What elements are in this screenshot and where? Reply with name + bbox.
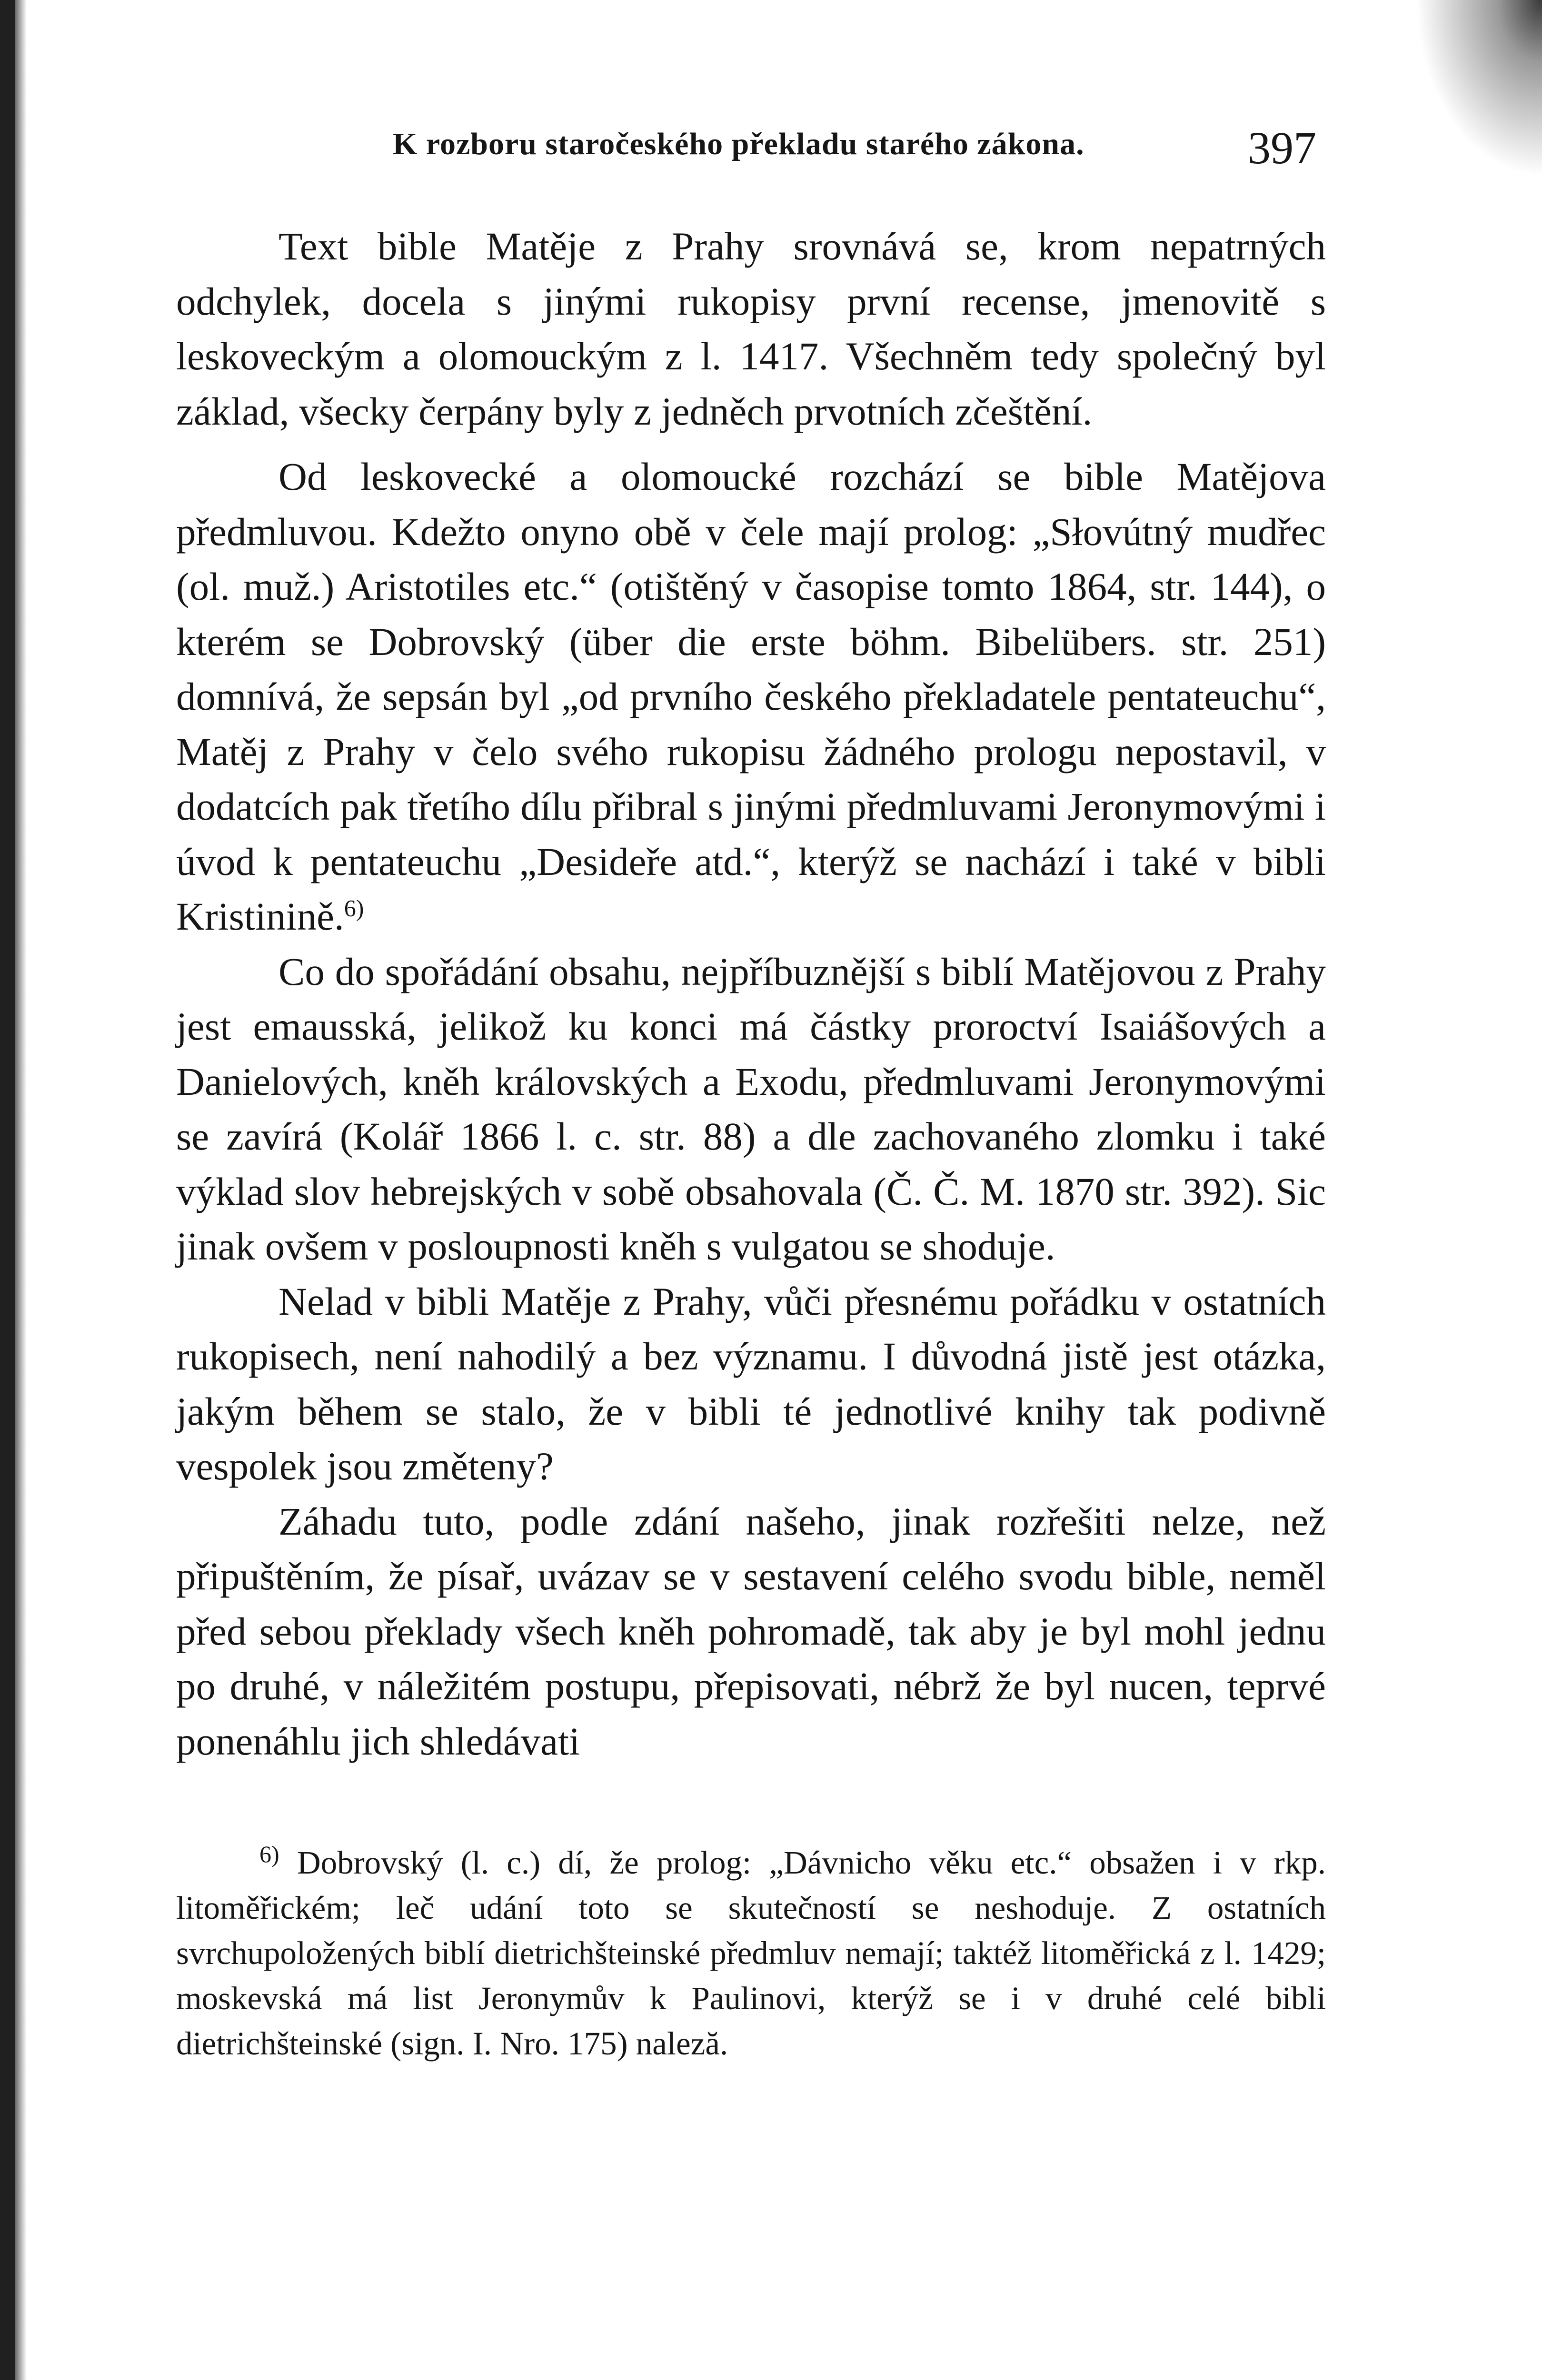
footnote-text: Dobrovský (l. c.) dí, že prolog: „Dávnicho věku etc.“ obsažen i v rkp. litoměřickém; leč udání toto se skutečností se neshoduje. Z ostatních svrchupoložených biblí dietrichšteinské předmluv nemají; taktéž litoměřická z l. 1429; moskevská má list Jeronymův k Paulinovi, kterýž se i v druhé celé bibli dietrichšteinské (sign. I. Nro. 175) naleză. — [176, 1844, 1326, 2062]
footnote-marker: 6) — [259, 1841, 279, 1867]
paragraph-5: Záhadu tuto, podle zdání našeho, jinak rozřešiti nelze, než připuštěním, že písař, uvázav se v sestavení celého svodu bible, neměl před sebou překlady všech kněh pohromadě, tak aby je byl mohl jednu po druhé, v náležitém postupu, přepisovati, nébrž že byl nucen, teprvé ponenáhlu jich shledávati — [176, 1499, 1326, 1763]
running-head — [176, 112, 1326, 193]
footnote-reference: 6) — [344, 894, 364, 922]
paragraph-1: Text bible Matěje z Prahy srovnává se, krom nepatrných odchylek, docela s jinými rukopisy první recense, jmenovitě s leskoveckým a olomouckým z l. 1417. Všechněm tedy společný byl základ, všecky čerpány byly z jedněch prvotních zčeštění. — [176, 224, 1326, 433]
page — [176, 112, 1326, 2066]
scan-edge-gradient — [15, 0, 27, 2380]
page-number: 397 — [1248, 122, 1316, 173]
paragraph-2 — [176, 449, 1326, 944]
footnote-paragraph — [176, 1840, 1326, 2066]
corner-shadow — [1399, 0, 1542, 200]
paragraph-2-text: Od leskovecké a olomoucké rozchází se bible Matějova předmluvou. Kdežto onyno obě v čele mají prolog: „Słovútný mudřec (ol. muž.) Aristotiles etc.“ (otištěný v časopise tomto 1864, str. 144), o kterém se Dobrovský (über die erste böhm. Bibelübers. str. 251) domnívá, že sepsán byl „od prvního českého překladatele pentateuchu“, Matěj z Prahy v čelo svého rukopisu žádného prologu nepostavil, v dodatcích pak třetího dílu přibral s jinými předmluvami Jeronymovými i úvod k pentateuchu „Desideře atd.“, kterýž se nachází i také v bibli Kristinině. — [176, 455, 1326, 938]
running-title: K rozboru staročeského překladu starého zákona. — [393, 127, 1084, 161]
paragraph-3: Co do spořádání obsahu, nejpříbuznější s biblí Matějovou z Prahy jest emausská, jelikož ku konci má částky proroctví Isaiášových a Danielových, kněh královských a Exodu, předmluvami Jeronymovými se zavírá (Kolář 1866 l. c. str. 88) a dle zachovaného zlomku i také výklad slov hebrejských v sobě obsahovala (Č. Č. M. 1870 str. 392). Sic jinak ovšem v posloupnosti kněh s vulgatou se shoduje. — [176, 949, 1326, 1268]
footnote — [176, 1840, 1326, 2066]
scan-edge — [0, 0, 15, 2380]
paragraph-4: Nelad v bibli Matěje z Prahy, vůči přesnému pořádku v ostatních rukopisech, není nahodilý a bez významu. I důvodná jistě jest otázka, jakým během se stalo, že v bibli té jednotlivé knihy tak podivně vespolek jsou změteny? — [176, 1279, 1326, 1488]
body-text — [176, 219, 1326, 1769]
